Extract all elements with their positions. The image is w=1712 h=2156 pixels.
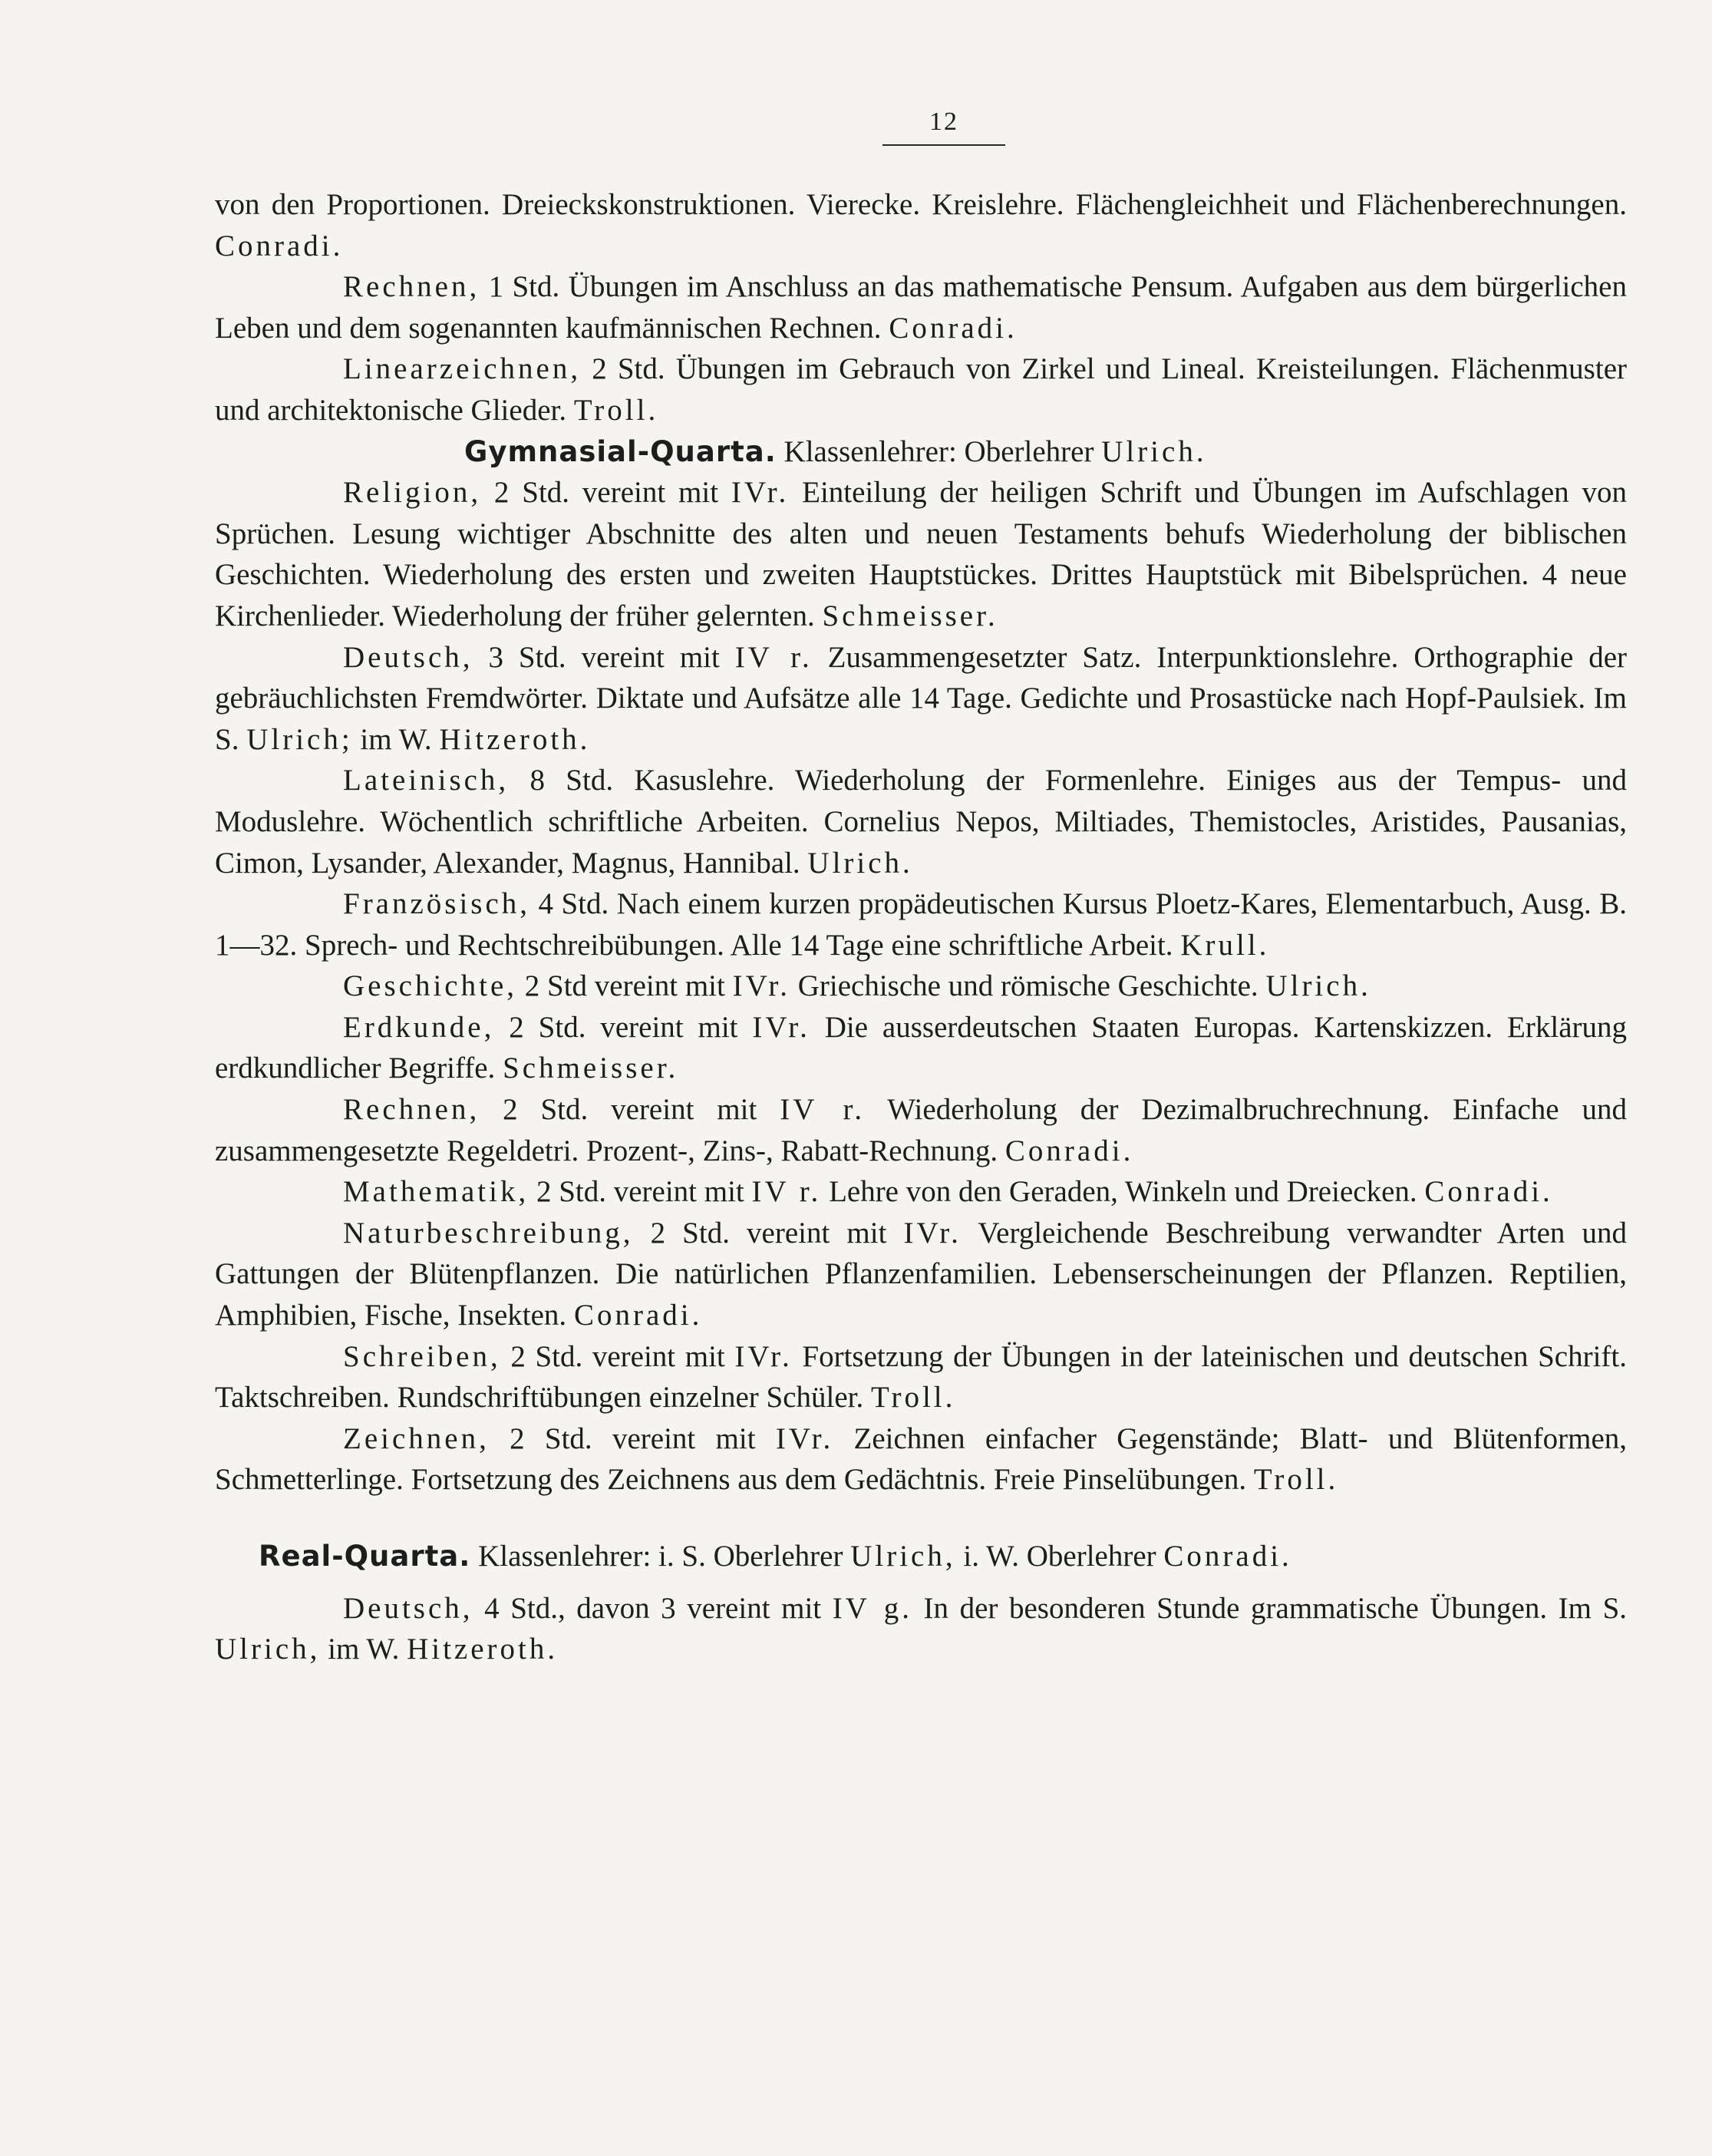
paragraph-schreiben: [215, 1336, 1627, 1418]
paragraph-text: Fortsetzung der Übungen in der lateinischen und deutschen Schrift. Taktschreiben. Rundschriftübungen einzelner Schüler.: [215, 1339, 1628, 1415]
teacher-name: Schmeisser.: [822, 599, 998, 632]
teacher-name: Troll.: [871, 1381, 956, 1415]
paragraph-erdkunde: [215, 1007, 1627, 1089]
paragraph-text: 2 Std. vereint mit: [494, 1010, 753, 1044]
section-heading-gymnasial-quarta: [215, 431, 1627, 473]
paragraph-text: 2 Std. vereint mit: [633, 1216, 904, 1250]
paragraph-lateinisch: [215, 760, 1627, 883]
paragraph-rechnen: [215, 266, 1627, 348]
paragraph-rechnen-quarta: [215, 1089, 1627, 1171]
paragraph-text: 8 Std. Kasuslehre. Wiederholung der Formenlehre. Einiges aus der Tempus- und Moduslehre. Wöchentlich schriftliche Arbeiten. Cornelius Nepos, Miltiades, Themistocles, Aristides, Pausanias, Cimon, Lysander, Alexander, Magnus, Hannibal.: [215, 764, 1627, 880]
paragraph-text: 3 Std. vereint mit: [473, 640, 735, 674]
paragraph-zeichnen: [215, 1418, 1627, 1501]
teacher-name: Troll.: [573, 393, 659, 427]
subject-label: Französisch,: [343, 887, 531, 921]
subject-label: Naturbeschreibung,: [343, 1216, 634, 1250]
paragraph-text: 4 Std. Nach einem kurzen propädeutischen Kursus Ploetz-Kares, Elementarbuch, Ausg. B. 1—32. Sprech- und Rechtschreibübungen. Alle 14 Tage eine schriftliche Arbeit.: [215, 887, 1627, 962]
paragraph-text: 4 Std., davon 3 vereint mit: [473, 1591, 833, 1625]
subject-label: Geschichte,: [343, 969, 518, 1003]
subject-label: Rechnen,: [343, 1093, 480, 1127]
subject-label: Lateinisch,: [343, 764, 510, 797]
paragraph-text: Zusammengesetzter Satz. Interpunktionslehre. Orthographie der gebräuchlichsten Fremdwörter. Diktate und Aufsätze alle 14 Tage. Gedichte und Prosastücke nach Hopf-Paulsiek. Im S.: [215, 640, 1627, 756]
class-ref: IV r.: [780, 1093, 866, 1127]
teacher-name: Ulrich.: [807, 846, 913, 880]
teacher-name: Conradi.: [215, 229, 344, 262]
paragraph-deutsch-real-quarta: [215, 1588, 1627, 1670]
paragraph-text: 2 Std. vereint mit: [480, 1093, 780, 1127]
teacher-name: Ulrich,: [850, 1540, 956, 1573]
paragraph-text: Griechische und römische Geschichte.: [790, 969, 1266, 1003]
paragraph-franzoesisch: [215, 883, 1627, 966]
paragraph-linearzeichnen: [215, 348, 1627, 431]
teacher-name: Schmeisser.: [503, 1052, 679, 1085]
paragraph-text: 2 Std. vereint mit: [489, 1421, 776, 1455]
teacher-name: Ulrich;: [246, 722, 353, 756]
paragraph-mathematik: [215, 1171, 1627, 1213]
class-ref: IVr.: [903, 1216, 962, 1250]
teacher-name: Hitzeroth.: [439, 722, 591, 756]
teacher-name: Conradi.: [573, 1299, 703, 1332]
heading-text: i. W. Oberlehrer: [955, 1540, 1164, 1573]
heading-text: Klassenlehrer: Oberlehrer: [776, 434, 1102, 468]
teacher-name: Conradi.: [1004, 1134, 1134, 1167]
paragraph-text: im W.: [320, 1633, 407, 1666]
teacher-name: Conradi.: [889, 311, 1018, 345]
subject-label: Schreiben,: [343, 1339, 501, 1373]
teacher-name: Conradi.: [1163, 1540, 1292, 1573]
class-ref: IVr.: [775, 1421, 834, 1455]
subject-label: Deutsch,: [343, 640, 473, 674]
class-ref: IVr.: [752, 1010, 810, 1044]
body-text: [215, 184, 1627, 1670]
teacher-name: Conradi.: [1424, 1175, 1553, 1209]
subject-label: Zeichnen,: [343, 1421, 490, 1455]
subject-label: Rechnen,: [343, 270, 480, 304]
paragraph-text: 2 Std. vereint mit: [529, 1175, 752, 1209]
section-title: Gymnasial-Quarta.: [464, 434, 777, 468]
subject-label: Deutsch,: [343, 1591, 473, 1625]
section-heading-real-quarta: [215, 1536, 1627, 1577]
teacher-name: Ulrich.: [1101, 434, 1207, 468]
paragraph-text: Einteilung der heiligen Schrift und Übungen im Aufschlagen von Sprüchen. Lesung wichtiger Abschnitte des alten und neuen Testaments behufs Wiederholung der biblischen Geschichten. Wiederholung des ersten und zweiten Hauptstückes. Drittes Hauptstück mit Bibelsprüchen. 4 neue Kirchenlieder. Wiederholung der früher gelernten.: [215, 476, 1627, 632]
teacher-name: Ulrich,: [215, 1633, 321, 1666]
paragraph-naturbeschreibung: [215, 1213, 1627, 1336]
paragraph-text: 2 Std. Übungen im Gebrauch von Zirkel und Lineal. Kreisteilungen. Flächenmuster und architektonische Glieder.: [215, 352, 1627, 427]
teacher-name: Ulrich.: [1265, 969, 1371, 1003]
paragraph-text: 2 Std. vereint mit: [481, 476, 731, 510]
teacher-name: Troll.: [1253, 1463, 1339, 1497]
paragraph-text: 1 Std. Übungen im Anschluss an das mathematische Pensum. Aufgaben aus dem bürgerlichen Leben und dem sogenannten kaufmännischen Rechnen.: [215, 270, 1627, 345]
heading-text: Klassenlehrer: i. S. Oberlehrer: [470, 1540, 851, 1573]
paragraph-religion: [215, 472, 1627, 636]
paragraph-text: im W.: [352, 722, 440, 756]
paragraph-deutsch: [215, 637, 1627, 761]
paragraph-text: 2 Std vereint mit: [517, 969, 733, 1003]
subject-label: Mathematik,: [343, 1175, 529, 1209]
paragraph-text: Vergleichende Beschreibung verwandter Arten und Gattungen der Blütenpflanzen. Die natürlichen Pflanzenfamilien. Lebenserscheinungen der Pflanzen. Reptilien, Amphibien, Fische, Insekten.: [215, 1216, 1627, 1332]
paragraph-text: Zeichnen einfacher Gegenstände; Blatt- und Blütenformen, Schmetterlinge. Fortsetzung des Zeichnens aus dem Gedächtnis. Freie Pinselübungen.: [215, 1421, 1628, 1497]
class-ref: IV g.: [832, 1591, 912, 1625]
paragraph-text: Lehre von den Geraden, Winkeln und Dreiecken.: [821, 1175, 1425, 1209]
class-ref: IV r.: [751, 1175, 822, 1209]
paragraph-geschichte: [215, 966, 1627, 1007]
page-number: 12: [882, 107, 1005, 146]
subject-label: Erdkunde,: [343, 1010, 495, 1044]
subject-label: Linearzeichnen,: [343, 352, 582, 386]
class-ref: IVr.: [734, 1339, 793, 1373]
class-ref: IVr.: [732, 969, 790, 1003]
subject-label: Religion,: [343, 476, 482, 510]
class-ref: IV r.: [734, 640, 813, 674]
teacher-name: Hitzeroth.: [407, 1633, 559, 1666]
paragraph-text: von den Proportionen. Dreieckskonstruktionen. Vierecke. Kreislehre. Flächengleichheit und Flächenberechnungen.: [215, 188, 1627, 221]
paragraph-text: In der besonderen Stunde grammatische Übungen. Im S.: [912, 1591, 1628, 1625]
class-ref: IVr.: [731, 476, 790, 510]
teacher-name: Krull.: [1180, 928, 1270, 962]
paragraph-text: 2 Std. vereint mit: [500, 1339, 735, 1373]
paragraph-text: Wiederholung der Dezimalbruchrechnung. Einfache und zusammengesetzte Regeldetri. Prozent-, Zins-, Rabatt-Rechnung.: [215, 1093, 1628, 1167]
paragraph-proportionen: [215, 184, 1627, 266]
paragraph-text: Die ausserdeutschen Staaten Europas. Kartenskizzen. Erklärung erdkundlicher Begriffe.: [215, 1010, 1628, 1085]
section-title: Real-Quarta.: [259, 1540, 471, 1573]
